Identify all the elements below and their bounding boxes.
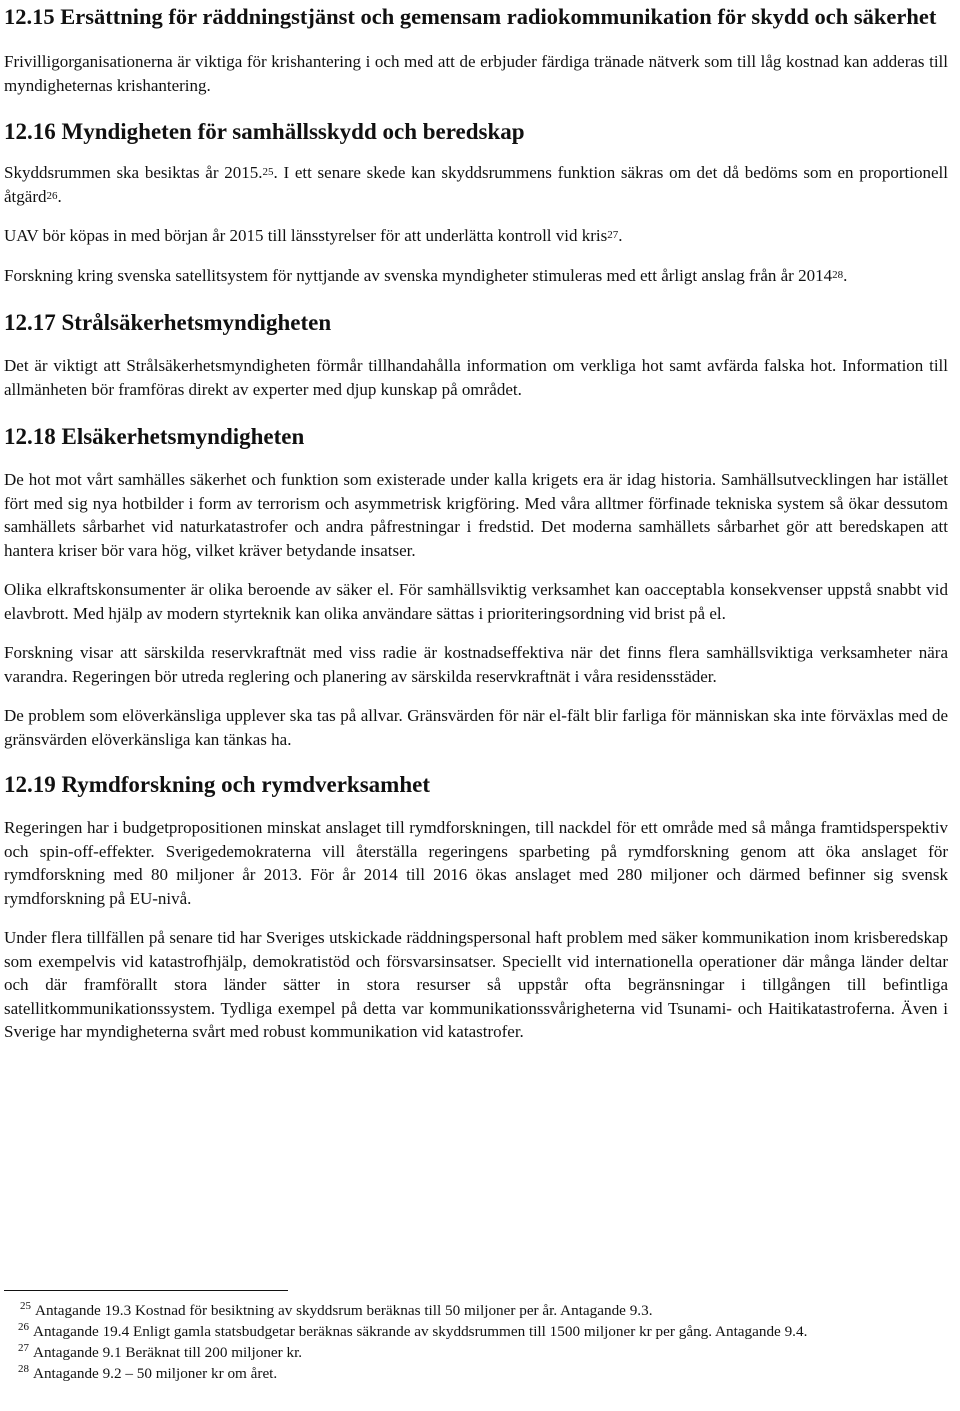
paragraph: Regeringen har i budgetpropositionen minskat anslaget till rymdforskningen, till nackdel för ett område med så många framtidsperspektiv och spin-off-effekter. Sverigedemokraterna vill återställa regeringens sparbeting på rymdforskning genom att öka anslaget för rymdforskning med 80 miljoner år 2013. För år 2014 till 2016 ökas anslaget med 280 miljoner och därmed befinner sig svensk rymdforskning på EU-nivå.: [4, 818, 948, 908]
footnote-number: 28: [18, 1363, 29, 1375]
footnote-27: $^{27}$ Antagande 9.1 Beräknat till 200 miljoner kr.: [18, 1342, 303, 1361]
section-heading-12-16: 12.16 Myndigheten för samhällsskydd och beredskap: [4, 119, 525, 144]
footnote-28: $^{28}$ Antagande 9.2 – 50 miljoner kr om året.: [18, 1363, 278, 1382]
section-heading-12-19: 12.19 Rymdforskning och rymdverksamhet: [4, 772, 430, 797]
section-heading-12-15: 12.15 Ersättning för räddningstjänst och gemensam radiokommunikation för skydd och säkerhet: [4, 4, 937, 29]
paragraph: Forskning visar att särskilda reservkraftnät med viss radie är kostnadseffektiva när det finns flera samhällsviktiga verksamheter nära varandra. Regeringen bör utreda reglering och planering av särskilda reservkraftnät i våra residensstäder.: [4, 643, 948, 686]
paragraph: Forskning kring svenska satellitsystem för nyttjande av svenska myndigheter stimuleras med ett årligt anslag från år 2014$^{28}$.: [4, 265, 848, 285]
document-page: [4, 0, 948, 1044]
paragraph: Skyddsrummen ska besiktas år 2015.25. I ett senare skede kan skyddsrummens funktion säkras om det då bedöms som en proportionell åtgärd$^{26}$.: [4, 163, 948, 206]
footnote-25: $^{25}$ Antagande 19.3 Kostnad för besiktning av skyddsrum beräknas till 50 miljoner per år. Antagande 9.3.: [20, 1300, 653, 1319]
footnote-number: 27: [18, 1342, 29, 1354]
footnotes: [4, 1300, 960, 1384]
footnote-26: $^{26}$ Antagande 19.4 Enligt gamla statsbudgetar beräknas säkrande av skyddsrummen till 1500 miljoner kr per gång. Antagande 9.4.: [18, 1321, 808, 1340]
paragraph: UAV bör köpas in med början år 2015 till länsstyrelser för att underlätta kontroll vid kris$^{27}$.: [4, 226, 623, 245]
paragraph: Olika elkraftskonsumenter är olika beroende av säker el. För samhällsviktig verksamhet kan oacceptabla konsekvenser uppstå snabbt vid elavbrott. Med hjälp av modern styrteknik kan olika användare sättas i prioriteringsordning vid brist på el.: [4, 580, 948, 623]
footnote-number: 25: [20, 1300, 31, 1312]
paragraph: De problem som elöverkänsliga upplever ska tas på allvar. Gränsvärden för när el-fält blir farliga för människan ska inte förväxlas med de gränsvärden elöverkänsliga kan tänkas ha.: [4, 706, 948, 749]
paragraph: De hot mot vårt samhälles säkerhet och funktion som existerade under kalla krigets era är idag historia. Samhällsutvecklingen har istället fört med sig nya hotbilder i form av terrorism och asymmetrisk krigföring. Med våra alltmer förfinade tekniska system så ökar dessutom samhällets sårbarhet vid naturkatastrofer och andra påfrestningar i fredstid. Det moderna samhällets sårbarhet gör att beredskapen att hantera kriser bör vara hög, vilket kräver betydande insatser.: [4, 470, 948, 560]
paragraph: Under flera tillfällen på senare tid har Sveriges utskickade räddningspersonal haft problem med säker kommunikation inom krisberedskap som exempelvis vid katastrofhjälp, demokratistöd och försvarsinsatser. Speciellt vid internationella operationer där många länder deltar och där framförallt stora länder sätter in stora resurser så uppstår ofta begränsningar i tillgången till befintliga satellitkommunikationssystem. Tydliga exempel på detta var kommunikationssvårigheterna vid Tsunami- och Haitikatastroferna. Även i Sverige har myndigheterna svårt med robust kommunikation vid katastrofer.: [4, 928, 948, 1041]
footnote-ref[interactable]: 26: [46, 189, 58, 202]
footnote-ref[interactable]: 27: [607, 229, 619, 241]
footnote-divider: [4, 1290, 288, 1291]
section-heading-12-18: 12.18 Elsäkerhetsmyndigheten: [4, 424, 305, 449]
paragraph: Frivilligorganisationerna är viktiga för krishantering i och med att de erbjuder färdiga tränade nätverk som till låg kostnad kan adderas till myndigheternas krishantering.: [4, 52, 948, 95]
paragraph: Det är viktigt att Strålsäkerhetsmyndigheten förmår tillhandahålla information om verkliga hot samt avfärda falska hot. Information till allmänheten bör framföras direkt av experter med djup kunskap på området.: [4, 356, 948, 399]
footnote-ref[interactable]: 28: [832, 268, 844, 281]
footnote-ref[interactable]: 25: [262, 166, 274, 178]
footnote-number: 26: [18, 1321, 29, 1333]
section-heading-12-17: 12.17 Strålsäkerhetsmyndigheten: [4, 310, 332, 335]
